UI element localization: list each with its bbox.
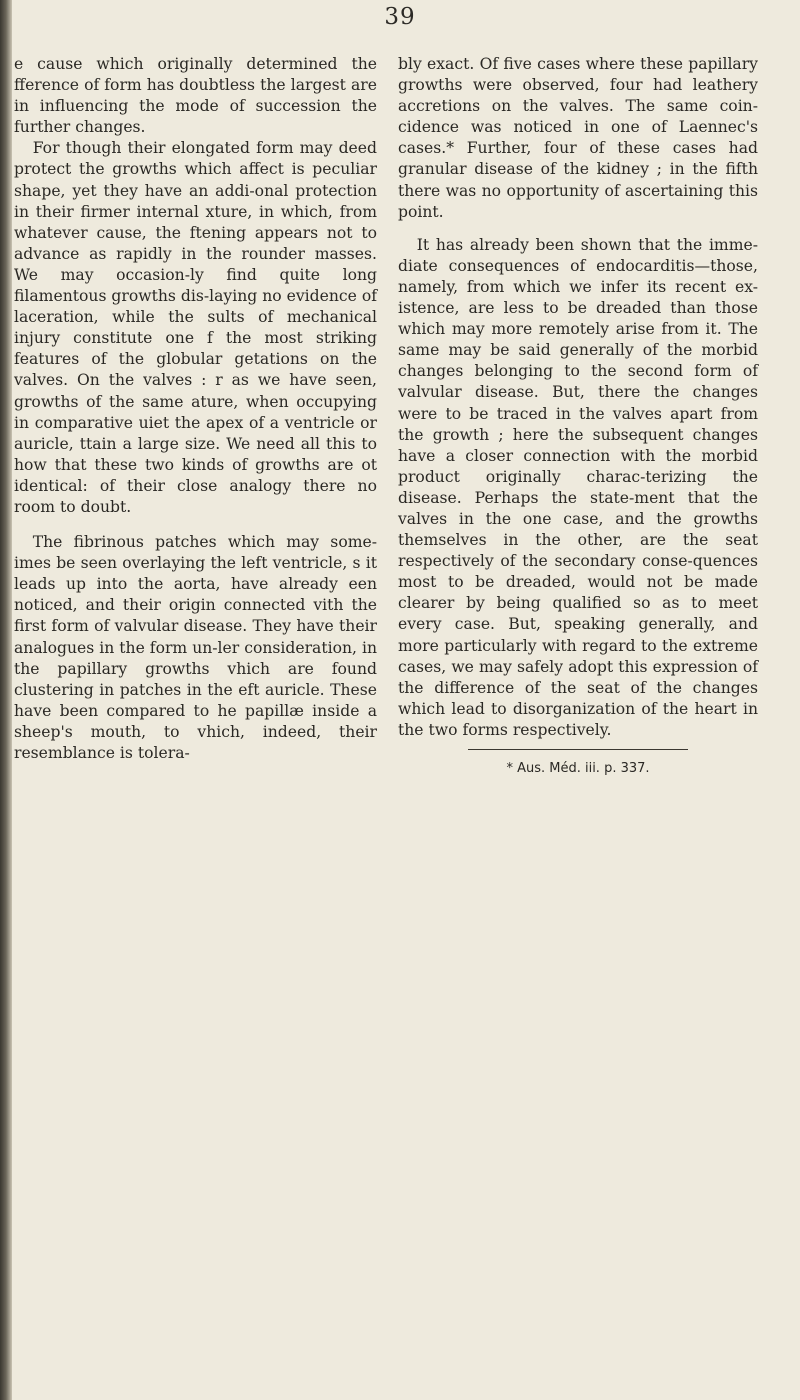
footnote: * Aus. Méd. iii. p. 337. [506,761,650,776]
book-binding-edge [0,0,12,1400]
right-column [398,54,758,779]
left-paragraph-3: The fibrinous patches which may some-imes be seen overlaying the left ventricle, s it leads up into the aorta, have already een noticed, and their origin connected vith the first form of valvular disease. They have their analogues in the form un-ler consideration, in the papillary growths vhich are found clustering in patches in the eft auricle. These have been compared to he papillæ inside a sheep's mouth, to vhich, indeed, their resemblance is tolera- [14,533,377,762]
left-paragraph-1: e cause which originally determined the fference of form has doubtless the largest are in influencing the mode of succession the further changes. [14,55,377,137]
right-paragraph-2: It has already been shown that the imme-diate consequences of endocarditis—those, namely, from which we infer its recent ex-istence, are less to be dreaded than those which may more remotely arise from it. The same may be said generally of the morbid changes belonging to the second form of valvular disease. But, there the changes were to be traced in the valves apart from the growth ; here the subsequent changes have a closer connection with the morbid product originally charac-terizing the disease. Perhaps the state-ment that the valves in the one case, and the growths themselves in the other, are the seat respectively of the secondary conse-quences most to be dreaded, would not be made clearer by being qualified so as to meet every case. But, speaking generally, and more particularly with regard to the extreme cases, we may safely adopt this expression of the difference of the seat of the changes which lead to disorganization of the heart in the two forms respectively. [398,235,758,739]
page-number: 39 [384,4,416,30]
footnote-rule [468,749,688,750]
left-column [14,54,377,764]
left-paragraph-2: For though their elongated form may deed protect the growths which affect is peculiar shape, yet they have an addi-onal protection in their firmer internal xture, in which, from whatever cause, the ftening appears not to advance as rapidly in the rounder masses. We may occasion-ly find quite long filamentous growths dis-laying no evidence of laceration, while the sults of mechanical injury constitute one f the most striking features of the globular getations on the valves. On the valves : r as we have seen, growths of the same ature, when occupying in comparative uiet the apex of a ventricle or auricle, ttain a large size. We need all this to how that these two kinds of growths are ot identical: of their close analogy there no room to doubt. [14,139,377,516]
right-paragraph-1: bly exact. Of five cases where these papillary growths were observed, four had leathery accretions on the valves. The same coin-cidence was noticed in one of Laennec's cases.* Further, four of these cases had granular disease of the kidney ; in the fifth there was no opportunity of ascertaining this point. [398,55,758,221]
